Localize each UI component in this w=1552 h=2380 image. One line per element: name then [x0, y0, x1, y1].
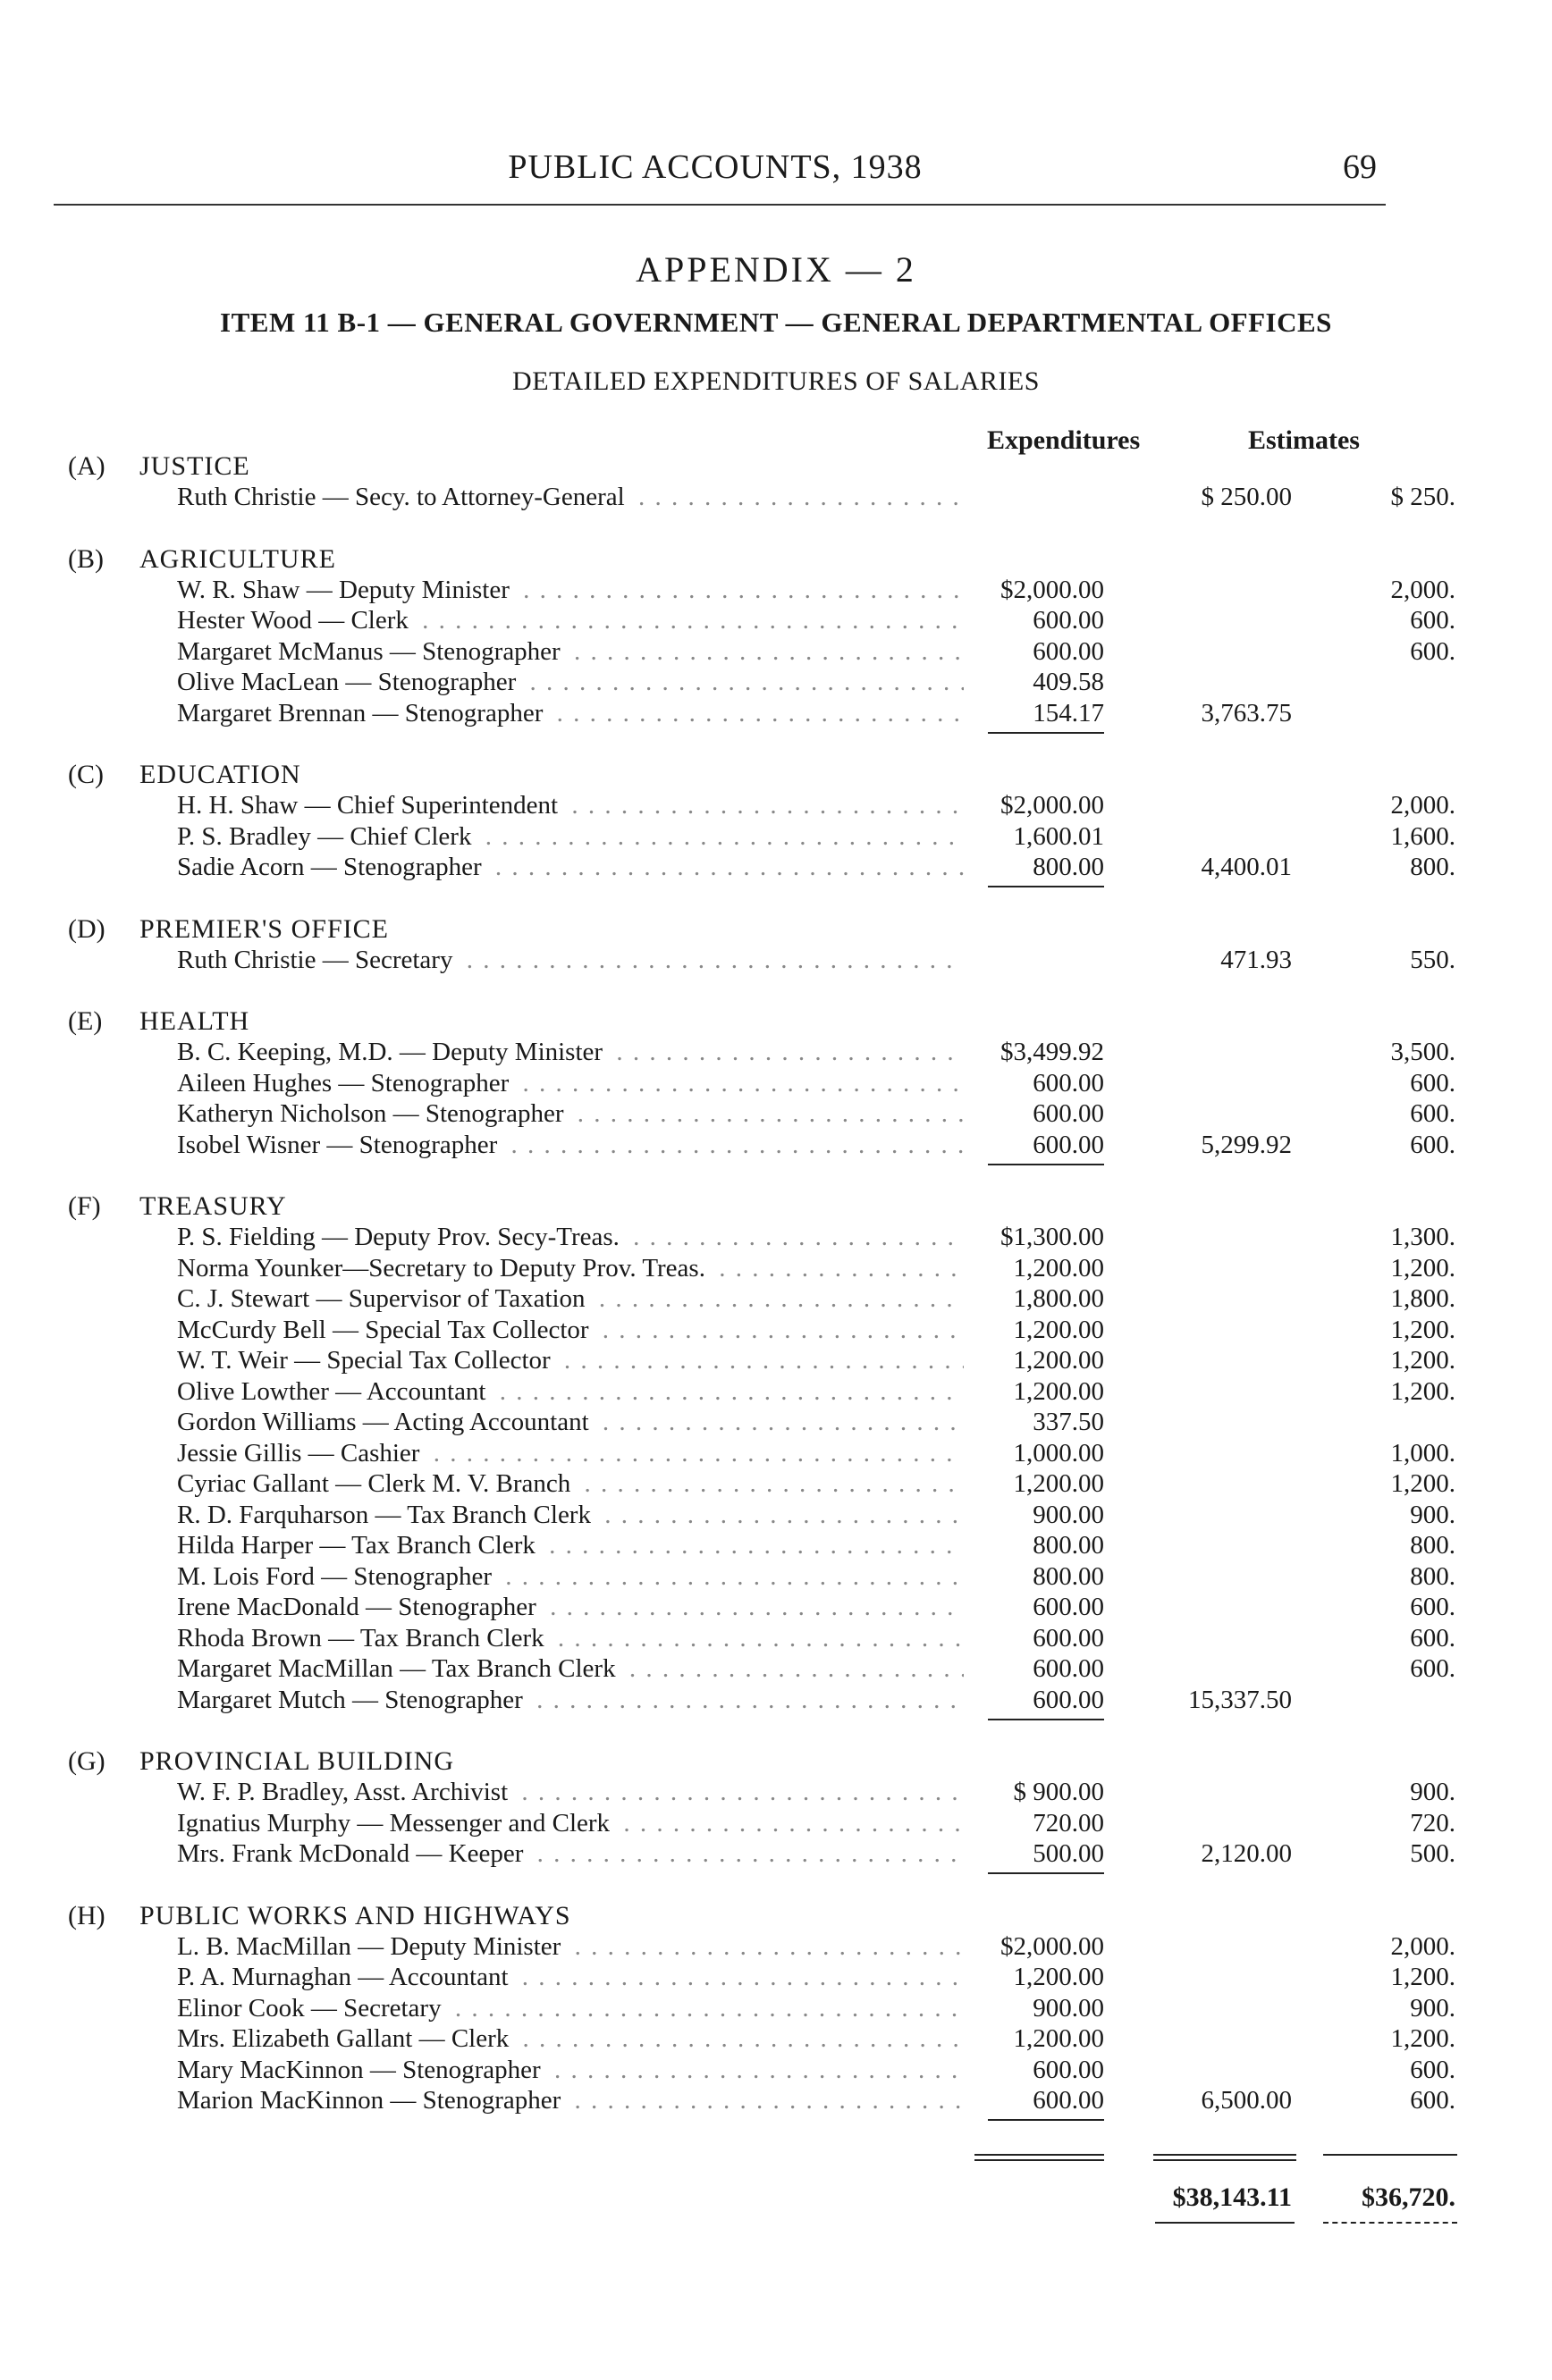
subtotal-rule [988, 1719, 1104, 1720]
ledger-section [63, 913, 1455, 976]
estimate-amount: 2,000. [1390, 575, 1455, 604]
employee-name [177, 1530, 964, 1561]
employee-name-text: M. Lois Ford — Stenographer [177, 1562, 497, 1591]
employee-name [177, 1098, 964, 1130]
employee-name [177, 1993, 964, 2024]
employee-name-text: Katheryn Nicholson — Stenographer [177, 1099, 569, 1128]
estimate-amount: 600. [1410, 2086, 1455, 2115]
salary-amount: 1,200.00 [1013, 1346, 1104, 1375]
header-rule [54, 204, 1386, 206]
estimate-amount: 800. [1410, 1561, 1455, 1591]
salary-amount: $ 900.00 [1013, 1778, 1104, 1806]
section-subtotal: 6,500.00 [1201, 2086, 1292, 2115]
salary-amount: 500.00 [1033, 1839, 1104, 1868]
section-subtotal: 3,763.75 [1201, 698, 1292, 727]
ledger-row [63, 1407, 1404, 1438]
ledger-row [63, 1376, 1455, 1408]
page-header [54, 147, 1377, 201]
employee-name-text: Jessie Gillis — Cashier [177, 1439, 425, 1468]
employee-name [177, 1808, 964, 1839]
salary-amount: 1,600.01 [1013, 821, 1104, 851]
employee-name-text: Isobel Wisner — Stenographer [177, 1131, 502, 1159]
salary-amount: 600.00 [1033, 1593, 1104, 1621]
subtotal-rule [988, 732, 1104, 734]
section-code: (A) [68, 451, 105, 481]
estimate-amount: 2,000. [1390, 791, 1455, 820]
employee-name-text: Margaret McManus — Stenographer [177, 637, 566, 666]
employee-name [177, 1315, 964, 1346]
estimate-amount: 1,200. [1390, 1346, 1455, 1375]
ledger-row [63, 1500, 1455, 1531]
ledger-row [63, 1931, 1455, 1963]
employee-name [177, 790, 964, 821]
employee-name [177, 1838, 964, 1870]
section-subtotal: 15,337.50 [1188, 1685, 1292, 1714]
ledger-section [63, 543, 1455, 729]
estimate-amount: 2,000. [1390, 1931, 1455, 1961]
employee-name [177, 1253, 964, 1284]
ledger-section [63, 450, 1455, 513]
ledger-row [63, 2085, 1455, 2116]
employee-name [177, 2055, 964, 2086]
section-heading [63, 543, 1404, 575]
estimate-amount: 600. [1410, 1654, 1455, 1683]
section-code: (B) [68, 543, 104, 574]
employee-name-text: Mrs. Elizabeth Gallant — Clerk [177, 2024, 514, 2053]
salary-amount: 600.00 [1033, 1130, 1104, 1159]
section-code: (H) [68, 1900, 105, 1930]
employee-name [177, 1376, 964, 1408]
estimate-amount: 600. [1410, 1068, 1455, 1097]
ledger-section [63, 1190, 1455, 1715]
ledger-row [63, 1623, 1455, 1654]
estimate-amount: 1,600. [1390, 821, 1455, 851]
salary-amount: 600.00 [1033, 2055, 1104, 2084]
employee-name [177, 1592, 964, 1623]
section-code: (C) [68, 760, 104, 789]
section-code: (E) [68, 1006, 103, 1036]
section-subtotal: 2,120.00 [1201, 1839, 1292, 1868]
salary-amount: 1,200.00 [1013, 1253, 1104, 1283]
salary-amount: 720.00 [1033, 1808, 1104, 1838]
ledger-section [63, 1900, 1455, 2116]
appendix-title: APPENDIX — 2 [636, 249, 916, 290]
employee-name [177, 605, 964, 636]
employee-name [177, 2085, 964, 2116]
ledger-row [63, 1130, 1455, 1161]
employee-name-text: Gordon Williams — Acting Accountant [177, 1408, 595, 1436]
employee-name [177, 1653, 964, 1685]
salary-amount: 409.58 [1033, 668, 1104, 696]
ledger-row [63, 1315, 1455, 1346]
employee-name [177, 1685, 964, 1716]
ledger-row [63, 1653, 1455, 1685]
salary-amount: $2,000.00 [1000, 791, 1104, 820]
employee-name [177, 1931, 964, 1963]
estimate-amount: 600. [1410, 1623, 1455, 1653]
employee-name [177, 1068, 964, 1099]
employee-name-text: Margaret Mutch — Stenographer [177, 1686, 528, 1714]
employee-name-text: Olive MacLean — Stenographer [177, 668, 521, 696]
item-title: ITEM 11 B-1 — GENERAL GOVERNMENT — GENERAL DEPARTMENTAL OFFICES [220, 307, 1332, 338]
employee-name-text: Mrs. Frank McDonald — Keeper [177, 1839, 528, 1868]
employee-name [177, 1345, 964, 1376]
employee-name [177, 482, 964, 513]
section-title: AGRICULTURE [139, 543, 336, 574]
employee-name [177, 636, 964, 668]
estimate-amount: 800. [1410, 1531, 1455, 1560]
ledger-section [63, 759, 1455, 883]
employee-name-text: Olive Lowther — Accountant [177, 1377, 492, 1406]
estimate-amount: 600. [1410, 606, 1455, 635]
estimate-amount: 550. [1410, 945, 1455, 974]
ledger-row [63, 1685, 1404, 1716]
section-heading [63, 913, 1404, 945]
estimate-amount: 1,000. [1390, 1438, 1455, 1468]
employee-name-text: McCurdy Bell — Special Tax Collector [177, 1316, 595, 1344]
ledger-row [63, 1777, 1455, 1808]
salary-amount: $2,000.00 [1000, 575, 1104, 604]
ledger-section [63, 1005, 1455, 1160]
employee-name-text: Marion MacKinnon — Stenographer [177, 2086, 566, 2115]
salary-amount: $3,499.92 [1000, 1038, 1104, 1066]
employee-name [177, 852, 964, 883]
ledger-row [63, 1283, 1455, 1315]
salary-amount: 1,200.00 [1013, 1376, 1104, 1406]
ledger-row [63, 2023, 1455, 2055]
ledger-row [63, 1468, 1455, 1500]
salary-amount: 600.00 [1033, 1654, 1104, 1683]
ledger-row [63, 1222, 1455, 1253]
employee-name-text: P. S. Fielding — Deputy Prov. Secy-Treas. [177, 1223, 625, 1251]
employee-name-text: H. H. Shaw — Chief Superintendent [177, 791, 563, 820]
employee-name [177, 667, 964, 698]
salary-amount: 154.17 [1033, 698, 1104, 727]
employee-name-text: Hester Wood — Clerk [177, 606, 414, 635]
estimate-amount: 3,500. [1390, 1038, 1455, 1066]
ledger-row [63, 667, 1404, 698]
ledger-row [63, 1592, 1455, 1623]
ledger-row [63, 1561, 1455, 1593]
estimate-amount: 1,200. [1390, 1469, 1455, 1498]
section-heading [63, 1190, 1404, 1222]
salary-amount: 600.00 [1033, 606, 1104, 635]
salary-amount: 900.00 [1033, 1500, 1104, 1529]
total-rule [1323, 2154, 1457, 2156]
section-heading [63, 1900, 1404, 1931]
ledger-row [63, 1808, 1455, 1839]
ledger-row [63, 790, 1455, 821]
employee-name [177, 575, 964, 606]
employee-name [177, 1561, 964, 1593]
section-code: (G) [68, 1746, 105, 1776]
employee-name-text: R. D. Farquharson — Tax Branch Clerk [177, 1501, 596, 1529]
ledger-row [63, 1345, 1455, 1376]
sub-title: DETAILED EXPENDITURES OF SALARIES [512, 366, 1040, 396]
employee-name [177, 1438, 964, 1469]
salary-amount: 600.00 [1033, 636, 1104, 666]
ledger-row [63, 2055, 1455, 2086]
employee-name [177, 1407, 964, 1438]
employee-name-text: W. T. Weir — Special Tax Collector [177, 1346, 556, 1375]
ledger-row [63, 636, 1455, 668]
employee-name-text: Hilda Harper — Tax Branch Clerk [177, 1531, 541, 1560]
employee-name [177, 1283, 964, 1315]
ledger-row [63, 575, 1455, 606]
employee-name-text: C. J. Stewart — Supervisor of Taxation [177, 1284, 591, 1313]
employee-name [177, 1222, 964, 1253]
column-header-estimates: Estimates [1248, 425, 1360, 455]
estimate-amount: 1,200. [1390, 1253, 1455, 1283]
estimate-amount: 800. [1410, 853, 1455, 881]
total-underline [1323, 2222, 1457, 2224]
estimate-amount: 600. [1410, 1130, 1455, 1159]
salary-amount: 800.00 [1033, 853, 1104, 881]
salary-amount: 1,200.00 [1013, 2024, 1104, 2053]
section-title: EDUCATION [139, 760, 301, 789]
running-title: PUBLIC ACCOUNTS, 1938 [508, 148, 923, 186]
final-rules [63, 2147, 1404, 2182]
salary-amount: $2,000.00 [1000, 1931, 1104, 1961]
total-rule [974, 2154, 1104, 2156]
ledger-row [63, 1068, 1455, 1099]
employee-name-text: P. S. Bradley — Chief Clerk [177, 822, 477, 851]
ledger-row [63, 1838, 1455, 1870]
total-rule [974, 2159, 1104, 2161]
section-title: HEALTH [139, 1006, 250, 1036]
section-title: PROVINCIAL BUILDING [139, 1746, 455, 1776]
employee-name-text: L. B. MacMillan — Deputy Minister [177, 1932, 566, 1961]
section-subtotal: 4,400.01 [1201, 853, 1292, 881]
employee-name [177, 1130, 964, 1161]
employee-name-text: W. R. Shaw — Deputy Minister [177, 576, 515, 604]
section-code: (D) [68, 913, 105, 944]
section-title: JUSTICE [139, 451, 250, 481]
salary-amount: 1,200.00 [1013, 1469, 1104, 1498]
employee-name [177, 1623, 964, 1654]
ledger-row [63, 605, 1455, 636]
salary-ledger [63, 450, 1455, 2227]
section-subtotal: 5,299.92 [1201, 1130, 1292, 1159]
grand-total-row [63, 2182, 1455, 2218]
salary-amount: 600.00 [1033, 2086, 1104, 2115]
section-code: (F) [68, 1191, 101, 1221]
estimate-amount: 600. [1410, 1593, 1455, 1621]
salary-amount: 600.00 [1033, 1685, 1104, 1714]
employee-name [177, 945, 964, 976]
employee-name-text: Mary MacKinnon — Stenographer [177, 2056, 546, 2084]
salary-amount: 600.00 [1033, 1623, 1104, 1653]
ledger-row [63, 821, 1455, 853]
ledger-row [63, 1962, 1455, 1993]
estimate-amount: 600. [1410, 636, 1455, 666]
column-header-expenditures: Expenditures [987, 425, 1141, 455]
salary-amount: 800.00 [1033, 1561, 1104, 1591]
section-title: PREMIER'S OFFICE [139, 913, 389, 944]
salary-amount: 600.00 [1033, 1099, 1104, 1128]
ledger-row [63, 1438, 1455, 1469]
page-number: 69 [1343, 148, 1377, 186]
employee-name [177, 821, 964, 853]
employee-name-text: Elinor Cook — Secretary [177, 1994, 447, 2023]
ledger-row [63, 1037, 1455, 1068]
salary-amount: 900.00 [1033, 1993, 1104, 2023]
salary-amount: $1,300.00 [1000, 1223, 1104, 1251]
employee-name-text: B. C. Keeping, M.D. — Deputy Minister [177, 1038, 608, 1066]
ledger-row [63, 852, 1455, 883]
salary-amount: 600.00 [1033, 1068, 1104, 1097]
grand-total-underline [63, 2218, 1404, 2227]
employee-name-text: Rhoda Brown — Tax Branch Clerk [177, 1624, 550, 1653]
employee-name [177, 1962, 964, 1993]
total-estimates: $36,720. [1362, 2182, 1455, 2212]
salary-amount: 1,000.00 [1013, 1438, 1104, 1468]
salary-amount: 1,200.00 [1013, 1315, 1104, 1344]
ledger-row [63, 1530, 1455, 1561]
ledger-row [63, 1993, 1455, 2024]
section-subtotal: 471.93 [1220, 945, 1292, 974]
estimate-amount: 720. [1410, 1808, 1455, 1838]
employee-name-text: Aileen Hughes — Stenographer [177, 1069, 514, 1097]
ledger-row [63, 482, 1455, 513]
employee-name-text: P. A. Murnaghan — Accountant [177, 1963, 514, 1991]
employee-name-text: Ruth Christie — Secretary [177, 946, 458, 974]
section-heading [63, 759, 1404, 790]
estimate-amount: $ 250. [1390, 483, 1455, 511]
employee-name [177, 1468, 964, 1500]
estimate-amount: 1,300. [1390, 1223, 1455, 1251]
employee-name-text: Cyriac Gallant — Clerk M. V. Branch [177, 1469, 576, 1498]
ledger-section [63, 1745, 1455, 1870]
ledger-row [63, 1098, 1455, 1130]
estimate-amount: 1,200. [1390, 2024, 1455, 2053]
estimate-amount: 900. [1410, 1778, 1455, 1806]
section-heading [63, 1005, 1404, 1037]
employee-name-text: Norma Younker—Secretary to Deputy Prov. Treas. [177, 1254, 711, 1283]
salary-amount: 800.00 [1033, 1531, 1104, 1560]
employee-name-text: Sadie Acorn — Stenographer [177, 853, 487, 881]
total-expenditures: $38,143.11 [1172, 2182, 1292, 2212]
subtotal-rule [988, 1872, 1104, 1874]
estimate-amount: 600. [1410, 1099, 1455, 1128]
total-underline [1155, 2222, 1295, 2224]
ledger-row [63, 1253, 1455, 1284]
ledger-row [63, 945, 1455, 976]
employee-name-text: Margaret MacMillan — Tax Branch Clerk [177, 1654, 621, 1683]
estimate-amount: 1,200. [1390, 1315, 1455, 1344]
estimate-amount: 500. [1410, 1839, 1455, 1868]
employee-name [177, 698, 964, 729]
employee-name-text: Irene MacDonald — Stenographer [177, 1593, 542, 1621]
employee-name-text: Ruth Christie — Secy. to Attorney-General [177, 483, 630, 511]
estimate-amount: 1,200. [1390, 1376, 1455, 1406]
subtotal-rule [988, 2119, 1104, 2121]
employee-name [177, 1500, 964, 1531]
section-subtotal: $ 250.00 [1201, 483, 1292, 511]
estimate-amount: 900. [1410, 1993, 1455, 2023]
salary-amount: 1,800.00 [1013, 1284, 1104, 1313]
section-heading [63, 450, 1404, 482]
employee-name [177, 1037, 964, 1068]
section-title: PUBLIC WORKS AND HIGHWAYS [139, 1900, 571, 1930]
estimate-amount: 1,200. [1390, 1963, 1455, 1991]
estimate-amount: 1,800. [1390, 1284, 1455, 1313]
salary-amount: 1,200.00 [1013, 1963, 1104, 1991]
salary-amount: 337.50 [1033, 1408, 1104, 1436]
total-rule [1153, 2154, 1296, 2156]
subtotal-rule [988, 886, 1104, 887]
employee-name-text: W. F. P. Bradley, Asst. Archivist [177, 1778, 513, 1806]
employee-name [177, 1777, 964, 1808]
total-rule [1153, 2159, 1296, 2161]
employee-name-text: Ignatius Murphy — Messenger and Clerk [177, 1809, 615, 1838]
employee-name-text: Margaret Brennan — Stenographer [177, 699, 548, 727]
estimate-amount: 600. [1410, 2055, 1455, 2084]
section-heading [63, 1745, 1404, 1777]
employee-name [177, 2023, 964, 2055]
subtotal-rule [988, 1164, 1104, 1165]
estimate-amount: 900. [1410, 1500, 1455, 1529]
ledger-row [63, 698, 1404, 729]
section-title: TREASURY [139, 1191, 287, 1221]
